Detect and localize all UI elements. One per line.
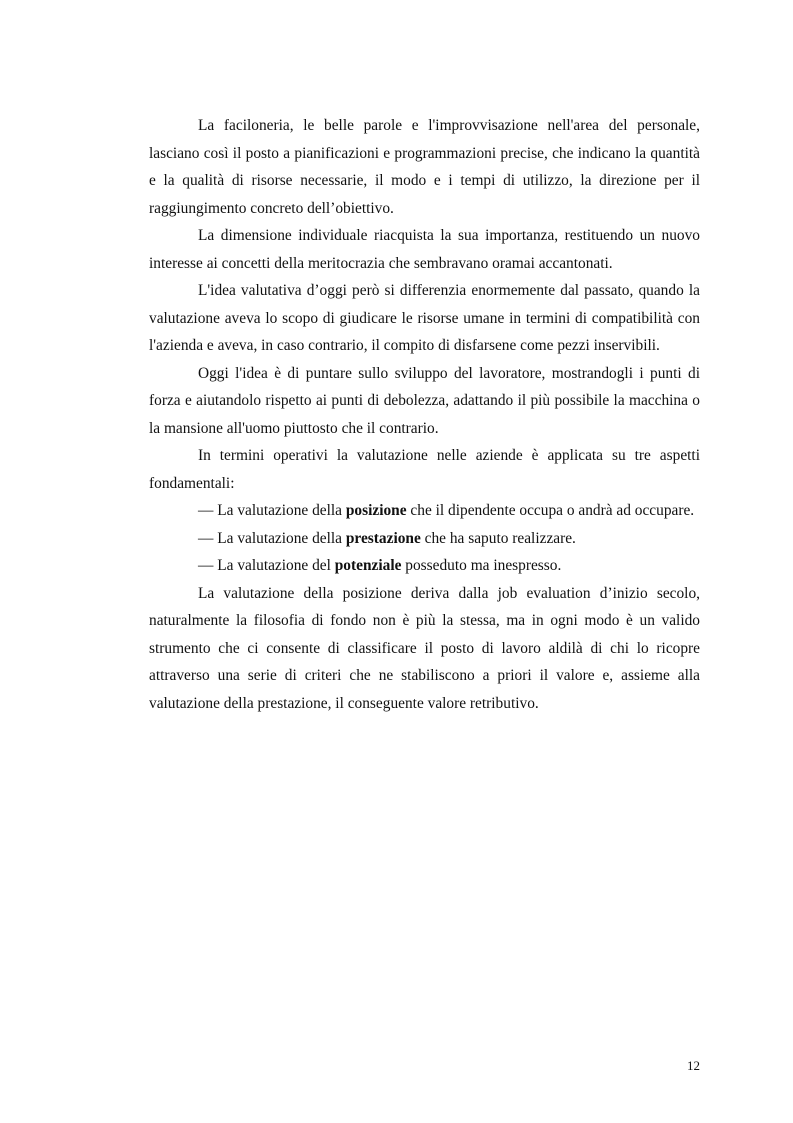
paragraph: In termini operativi la valutazione nelle aziende è applicata su tre aspetti fondamentali: [149, 447, 700, 492]
paragraph: La valutazione della posizione deriva dalla job evaluation d’inizio secolo, naturalmente la filosofia di fondo non è più la stessa, ma in ogni modo è un valido strumento che ci consente di classificare il posto di lavoro aldilà di chi lo ricopre attraverso una serie di criteri che ne stabiliscono a priori il valore e, assieme alla valutazione della prestazione, il conseguente valore retributivo. [149, 584, 700, 712]
aspect-text: — La valutazione della [198, 502, 346, 519]
paragraph: La faciloneria, le belle parole e l'improvvisazione nell'area del personale, lasciano così il posto a pianificazioni e programmazioni precise, che indicano la quantità e la qualità di risorse necessarie, il modo e i tempi di utilizzo, la direzione per il raggiungimento concreto dell’obiettivo. [149, 117, 700, 217]
aspect-text: che ha saputo realizzare. [420, 529, 576, 547]
aspect-keyword: potenziale [334, 557, 402, 574]
aspect-keyword: prestazione [345, 529, 421, 547]
paragraph: L'idea valutativa d’oggi però si differenzia enormemente dal passato, quando la valutazione aveva lo scopo di giudicare le risorse umane in termini di compatibilità con l'azienda e aveva, in caso contrario, il compito di disfarsene come pezzi inservibili. [149, 282, 700, 354]
aspect-text: — La valutazione del [198, 557, 335, 574]
aspect-text: — La valutazione della [198, 529, 346, 547]
body-text [149, 112, 700, 717]
aspect-item-position [149, 497, 700, 525]
aspect-text: che il dipendente occupa o andrà ad occupare. [406, 502, 695, 519]
aspect-item-performance [149, 525, 700, 553]
aspect-text: posseduto ma inespresso. [401, 557, 562, 574]
page-number: 12 [687, 1058, 700, 1073]
paragraph: Oggi l'idea è di puntare sullo sviluppo del lavoratore, mostrandogli i punti di forza e aiutandolo rispetto ai punti di debolezza, adattando il più possibile la macchina o la mansione all'uomo piuttosto che il contrario. [149, 364, 700, 437]
aspect-keyword: posizione [345, 502, 407, 519]
paragraph: La dimensione individuale riacquista la sua importanza, restituendo un nuovo interesse ai concetti della meritocrazia che sembravano oramai accantonati. [149, 227, 700, 272]
aspect-item-potential [149, 552, 700, 580]
